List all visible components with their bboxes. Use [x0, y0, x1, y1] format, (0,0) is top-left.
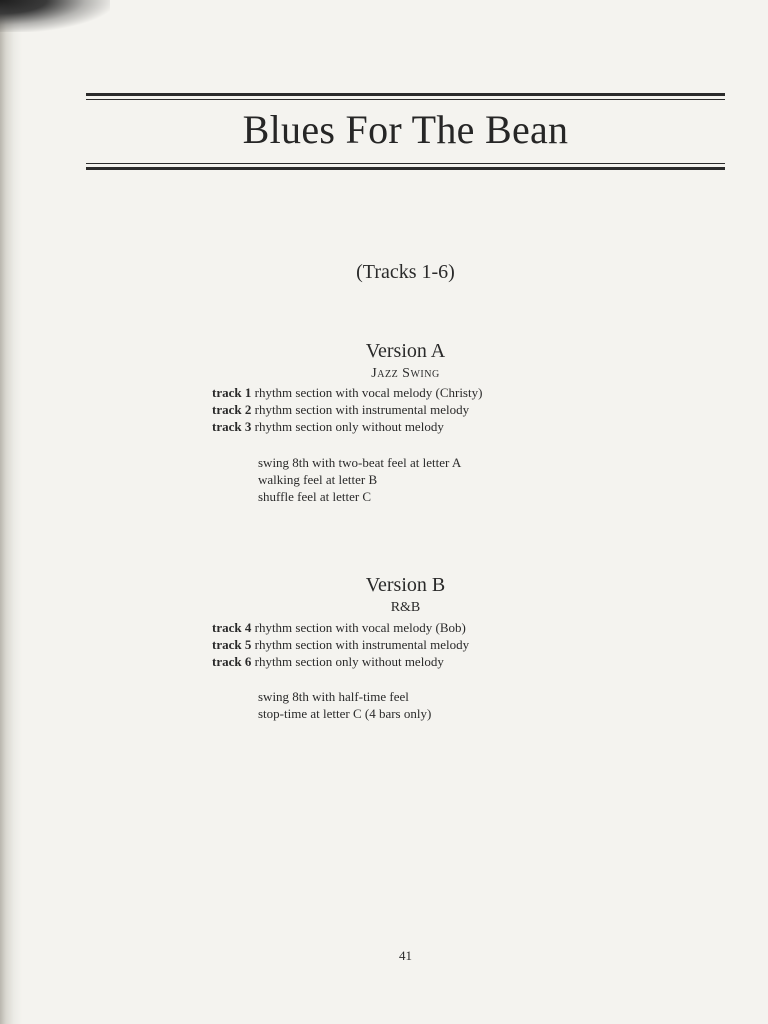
version-b-style: R&B [390, 600, 421, 615]
version-b-notes [258, 688, 431, 722]
version-b-track-list [212, 619, 469, 670]
version-a-track-list [212, 384, 482, 435]
track-description: rhythm section only without melody [254, 654, 444, 669]
track-line [212, 636, 469, 653]
page-number: 41 [399, 948, 412, 963]
track-description: rhythm section with vocal melody (Christy) [254, 385, 483, 400]
title-top-rule-thick [86, 93, 725, 96]
track-description: rhythm section with vocal melody (Bob) [254, 620, 466, 635]
track-label: track 2 [212, 402, 252, 417]
version-a-notes [258, 454, 461, 505]
title-bottom-rule-thick [86, 167, 725, 170]
track-line [212, 653, 469, 670]
track-line [212, 418, 482, 435]
note-line: swing 8th with two-beat feel at letter A [258, 455, 462, 470]
track-line [212, 401, 482, 418]
version-a-style: Jazz Swing [371, 366, 440, 381]
version-b-heading: Version B [365, 574, 446, 596]
track-label: track 3 [212, 419, 252, 434]
track-description: rhythm section with instrumental melody [254, 402, 470, 417]
note-line: swing 8th with half-time feel [258, 689, 409, 704]
note-line: stop-time at letter C (4 bars only) [258, 706, 432, 721]
track-description: rhythm section with instrumental melody [254, 637, 470, 652]
tracks-subtitle: (Tracks 1-6) [356, 261, 455, 283]
note-line: walking feel at letter B [258, 472, 378, 487]
note-line: shuffle feel at letter C [258, 489, 372, 504]
page-corner-shadow [0, 0, 110, 32]
track-label: track 5 [212, 637, 252, 652]
track-label: track 6 [212, 654, 252, 669]
track-line [212, 384, 482, 401]
track-description: rhythm section only without melody [254, 419, 444, 434]
track-label: track 1 [212, 385, 252, 400]
track-label: track 4 [212, 620, 252, 635]
version-a-heading: Version A [365, 340, 446, 362]
track-line [212, 619, 469, 636]
page-binding-shadow [0, 0, 22, 1024]
page-title: Blues For The Bean [242, 107, 569, 152]
title-top-rule-thin [86, 99, 725, 100]
title-bottom-rule-thin [86, 163, 725, 164]
